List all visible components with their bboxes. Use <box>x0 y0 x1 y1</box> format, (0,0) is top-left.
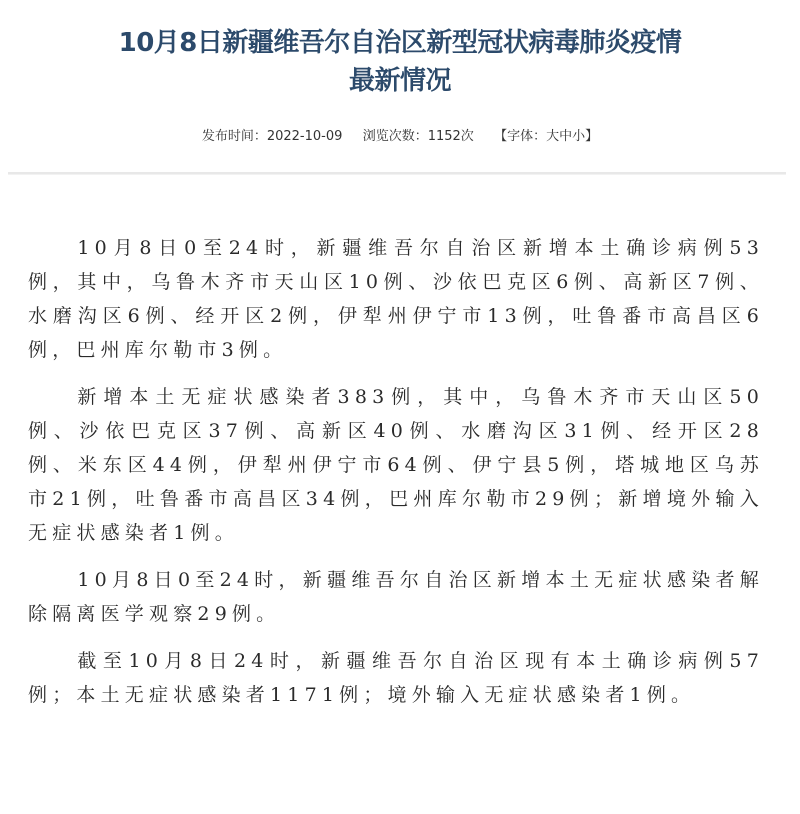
font-size-label: 【字体： <box>494 129 547 144</box>
font-size-large-button[interactable]: 大 <box>546 129 560 144</box>
paragraph-released-observation: 10月8日0至24时，新疆维吾尔自治区新增本土无症状感染者解除隔离医学观察29例。 <box>28 569 764 625</box>
views-count: 1152次 <box>427 129 474 144</box>
publish-label: 发布时间： <box>201 129 267 144</box>
font-size-medium-button[interactable]: 中 <box>559 129 573 144</box>
views-label: 浏览次数： <box>362 129 428 144</box>
paragraph-asymptomatic-cases: 新增本土无症状感染者383例，其中，乌鲁木齐市天山区50例、沙依巴克区37例、高新区40例、水磨沟区31例、经开区28例、米东区44例，伊犁州伊宁市64例、伊宁县5例，塔城地区乌苏市21例，吐鲁番市高昌区34例，巴州库尔勒市29例；新增境外输入无症状感染者1例。 <box>28 386 764 544</box>
paragraph-confirmed-cases: 10月8日0至24时，新疆维吾尔自治区新增本土确诊病例53例，其中，乌鲁木齐市天山区10例、沙依巴克区6例、高新区7例、水磨沟区6例、经开区2例，伊犁州伊宁市13例，吐鲁番市高昌区6例，巴州库尔勒市3例。 <box>28 237 764 361</box>
article-meta <box>0 128 800 146</box>
paragraph-current-totals: 截至10月8日24时，新疆维吾尔自治区现有本土确诊病例57例；本土无症状感染者1171例；境外输入无症状感染者1例。 <box>28 650 764 706</box>
publish-date: 2022-10-09 <box>266 129 343 144</box>
header-divider <box>8 172 786 175</box>
page-title-line2: 最新情况 <box>348 66 451 96</box>
font-size-label-close: 】 <box>585 129 599 144</box>
font-size-small-button[interactable]: 小 <box>572 129 586 144</box>
page-title: 10月8日新疆维吾尔自治区新型冠状病毒肺炎疫情 <box>118 28 682 58</box>
article-body <box>28 231 764 725</box>
